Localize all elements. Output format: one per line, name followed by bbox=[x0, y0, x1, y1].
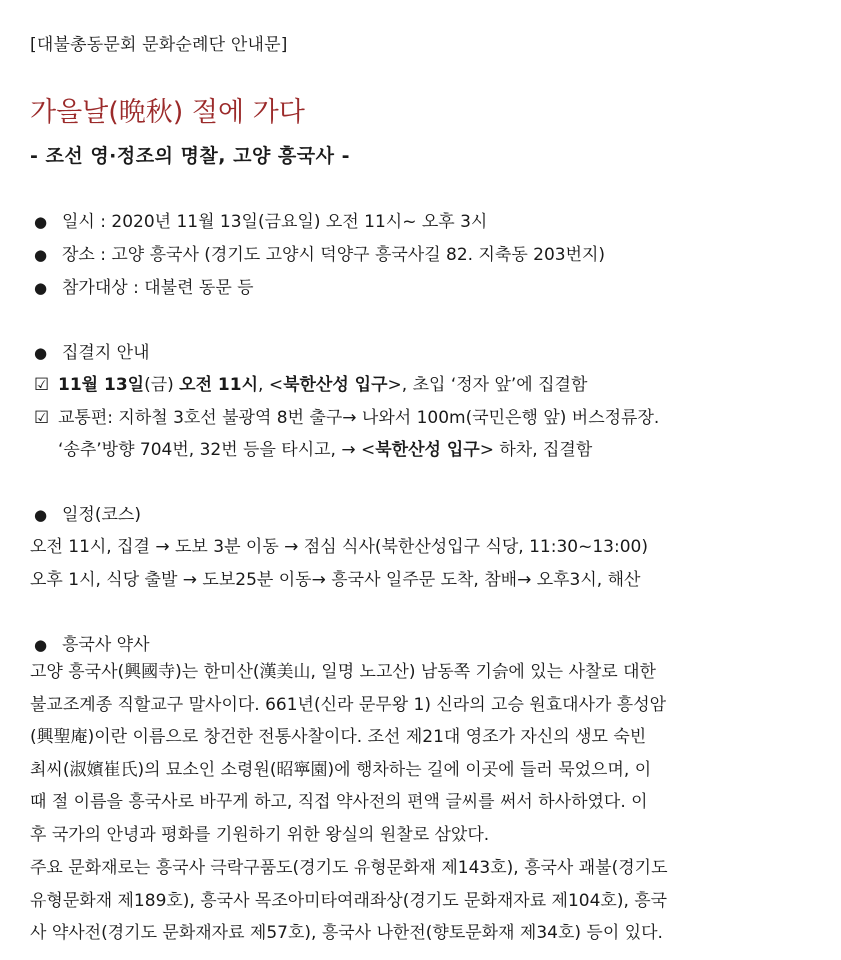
bullet-icon: ● bbox=[34, 506, 48, 524]
paragraph-line: 불교조계종 직할교구 말사이다. 661년(신라 문무왕 1) 신라의 고승 원효대사가 흥성암 bbox=[30, 694, 667, 715]
meeting-time: 오전 11시 bbox=[179, 375, 259, 395]
meeting-item-time bbox=[30, 370, 587, 395]
info-text: 일시 : 2020년 11월 13일(금요일) 오전 11시~ 오후 3시 bbox=[62, 212, 488, 232]
paragraph-line: 사 약사전(경기도 문화재자료 제57호), 흥국사 나한전(향토문화재 제34호) 등이 있다. bbox=[30, 923, 663, 944]
meeting-heading bbox=[30, 338, 150, 363]
transport-line-2-pre: ‘송추’방향 704번, 32번 등을 타시고, → < bbox=[58, 440, 376, 460]
paragraph-line: (興聖庵)이란 이름으로 창건한 전통사찰이다. 조선 제21대 영조가 자신의 생모 숙빈 bbox=[30, 727, 647, 748]
section-heading: 일정(코스) bbox=[62, 505, 141, 525]
transport-line-2-post: > 하차, 집결함 bbox=[479, 440, 593, 460]
transport-line-2-place: 북한산성 입구 bbox=[375, 440, 480, 460]
schedule-line-1: 오전 11시, 집결 → 도보 3분 이동 → 점심 식사(북한산성입구 식당, 11:30~13:00) bbox=[30, 537, 648, 557]
meeting-rest: >, 초입 ‘정자 앞’에 집결함 bbox=[387, 375, 588, 395]
document-header: [대불총동문회 문화순례단 안내문] bbox=[30, 35, 288, 55]
info-item-place bbox=[30, 240, 605, 265]
schedule-line-2: 오후 1시, 식당 출발 → 도보25분 이동→ 흥국사 일주문 도착, 참배→ 오후3시, 해산 bbox=[30, 570, 641, 590]
paragraph-line: 최씨(淑嬪崔氏)의 묘소인 소령원(昭寧園)에 행차하는 길에 이곳에 들러 묵었으며, 이 bbox=[30, 759, 652, 780]
history-paragraph-2 bbox=[30, 852, 816, 950]
section-heading: 흥국사 약사 bbox=[62, 635, 150, 655]
checkbox-icon: ☑ bbox=[34, 375, 50, 395]
meeting-sep: , < bbox=[258, 375, 284, 395]
document-subtitle: - 조선 영·정조의 명찰, 고양 흥국사 - bbox=[30, 145, 350, 167]
bullet-icon: ● bbox=[34, 636, 48, 654]
meeting-item-transport bbox=[30, 403, 659, 428]
paragraph-line: 때 절 이름을 흥국사로 바꾸게 하고, 직접 약사전의 편액 글씨를 써서 하사하였다. 이 bbox=[30, 792, 648, 813]
info-text: 참가대상 : 대불련 동문 등 bbox=[62, 278, 254, 298]
meeting-day: (금) bbox=[144, 375, 180, 395]
bullet-icon: ● bbox=[34, 279, 48, 297]
paragraph-line: 유형문화재 제189호), 흥국사 목조아미타여래좌상(경기도 문화재자료 제104호), 흥국 bbox=[30, 890, 668, 911]
info-item-date bbox=[30, 207, 487, 232]
transport-line-1: 교통편: 지하철 3호선 불광역 8번 출구→ 나와서 100m(국민은행 앞) 버스정류장. bbox=[58, 408, 660, 428]
paragraph-line: 주요 문화재로는 흥국사 극락구품도(경기도 유형문화재 제143호), 흥국사 괘불(경기도 bbox=[30, 858, 668, 878]
bullet-icon: ● bbox=[34, 246, 48, 264]
bullet-icon: ● bbox=[34, 213, 48, 231]
history-heading bbox=[30, 630, 150, 655]
meeting-item-transport-cont bbox=[58, 435, 592, 460]
history-paragraph-1 bbox=[30, 656, 816, 852]
section-heading: 집결지 안내 bbox=[62, 343, 150, 363]
schedule-heading bbox=[30, 500, 141, 525]
checkbox-icon: ☑ bbox=[34, 408, 50, 428]
paragraph-line: 고양 흥국사(興國寺)는 한미산(漢美山, 일명 노고산) 남동쪽 기슭에 있는 사찰로 대한 bbox=[30, 662, 656, 682]
meeting-date: 11월 13일 bbox=[58, 375, 145, 395]
meeting-place: 북한산성 입구 bbox=[283, 375, 388, 395]
bullet-icon: ● bbox=[34, 344, 48, 362]
document-title: 가을날(晩秋) 절에 가다 bbox=[30, 97, 305, 128]
paragraph-line: 후 국가의 안녕과 평화를 기원하기 위한 왕실의 원찰로 삼았다. bbox=[30, 824, 490, 845]
info-item-participants bbox=[30, 273, 254, 298]
info-text: 장소 : 고양 흥국사 (경기도 고양시 덕양구 흥국사길 82. 지축동 203번지) bbox=[62, 245, 606, 265]
